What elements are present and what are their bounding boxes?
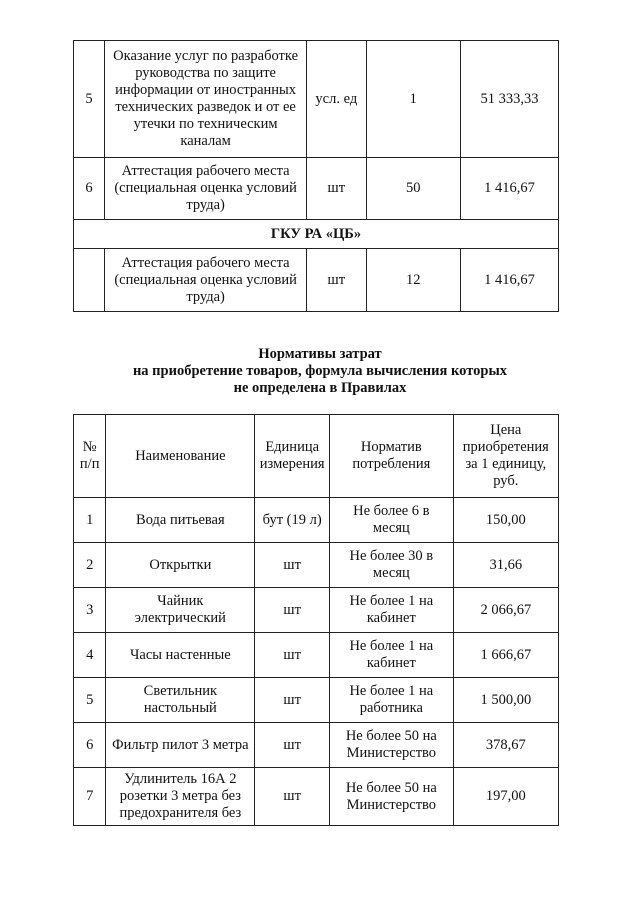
row-name: Оказание услуг по разработке руководства по защите информации от иностранных технических разведок и от ее утечки по техническим каналам [105,41,307,158]
row-number: 5 [74,41,105,158]
row-price: 1 416,67 [461,158,559,220]
row-unit: усл. ед [307,41,366,158]
row-name: Аттестация рабочего места (специальная оценка условий труда) [105,249,307,312]
row-norm: Не более 1 на кабинет [330,633,454,678]
goods-norms-table [73,414,559,826]
table-row [74,723,559,768]
row-unit: шт [255,588,330,633]
services-table [73,40,559,312]
row-number: 1 [74,498,106,543]
row-unit: шт [255,678,330,723]
row-norm: Не более 1 на кабинет [330,588,454,633]
table-row [74,249,559,312]
table-row [74,633,559,678]
row-name: Удлинитель 16А 2 розетки 3 метра без предохранителя без [106,768,255,826]
row-number: 2 [74,543,106,588]
row-number [74,249,105,312]
row-name: Часы настенные [106,633,255,678]
row-unit: шт [307,249,366,312]
row-price: 150,00 [453,498,558,543]
row-name: Фильтр пилот 3 метра [106,723,255,768]
heading-line-3: не определена в Правилах [233,380,407,396]
row-norm: Не более 30 в месяц [330,543,454,588]
row-price: 1 416,67 [461,249,559,312]
heading-line-2: на приобретение товаров, формула вычисления которых [132,363,508,379]
row-name: Аттестация рабочего места (специальная оценка условий труда) [105,158,307,220]
row-unit: бут (19 л) [255,498,330,543]
header-norm: Норматив потребления [330,415,454,498]
row-quantity: 50 [366,158,461,220]
row-number: 7 [74,768,106,826]
header-unit: Единица измерения [255,415,330,498]
table-row [74,158,559,220]
row-norm: Не более 6 в месяц [330,498,454,543]
header-number: № п/п [74,415,106,498]
row-norm: Не более 50 на Министерство [330,768,454,826]
header-row [74,415,559,498]
row-quantity: 12 [366,249,461,312]
row-unit: шт [307,158,366,220]
row-number: 6 [74,158,105,220]
table-row [74,498,559,543]
row-norm: Не более 50 на Министерство [330,723,454,768]
row-name: Вода питьевая [106,498,255,543]
row-price: 2 066,67 [453,588,558,633]
table-row [74,41,559,158]
row-name: Чайник электрический [106,588,255,633]
row-price: 31,66 [453,543,558,588]
heading-line-1: Нормативы затрат [258,346,382,362]
row-unit: шт [255,633,330,678]
row-name: Открытки [106,543,255,588]
row-price: 197,00 [453,768,558,826]
table-row [74,678,559,723]
table-row [74,588,559,633]
row-unit: шт [255,768,330,826]
header-name: Наименование [106,415,255,498]
row-name: Светильник настольный [106,678,255,723]
row-number: 3 [74,588,106,633]
row-price: 51 333,33 [461,41,559,158]
section-row [74,220,559,249]
row-quantity: 1 [366,41,461,158]
row-unit: шт [255,543,330,588]
table-row [74,768,559,826]
row-number: 4 [74,633,106,678]
row-price: 1 500,00 [453,678,558,723]
section-heading [0,346,640,397]
row-norm: Не более 1 на работника [330,678,454,723]
table-row [74,543,559,588]
section-title: ГКУ РА «ЦБ» [74,220,559,249]
row-unit: шт [255,723,330,768]
header-price: Цена приобретения за 1 единицу, руб. [453,415,558,498]
row-number: 6 [74,723,106,768]
row-price: 1 666,67 [453,633,558,678]
row-price: 378,67 [453,723,558,768]
row-number: 5 [74,678,106,723]
